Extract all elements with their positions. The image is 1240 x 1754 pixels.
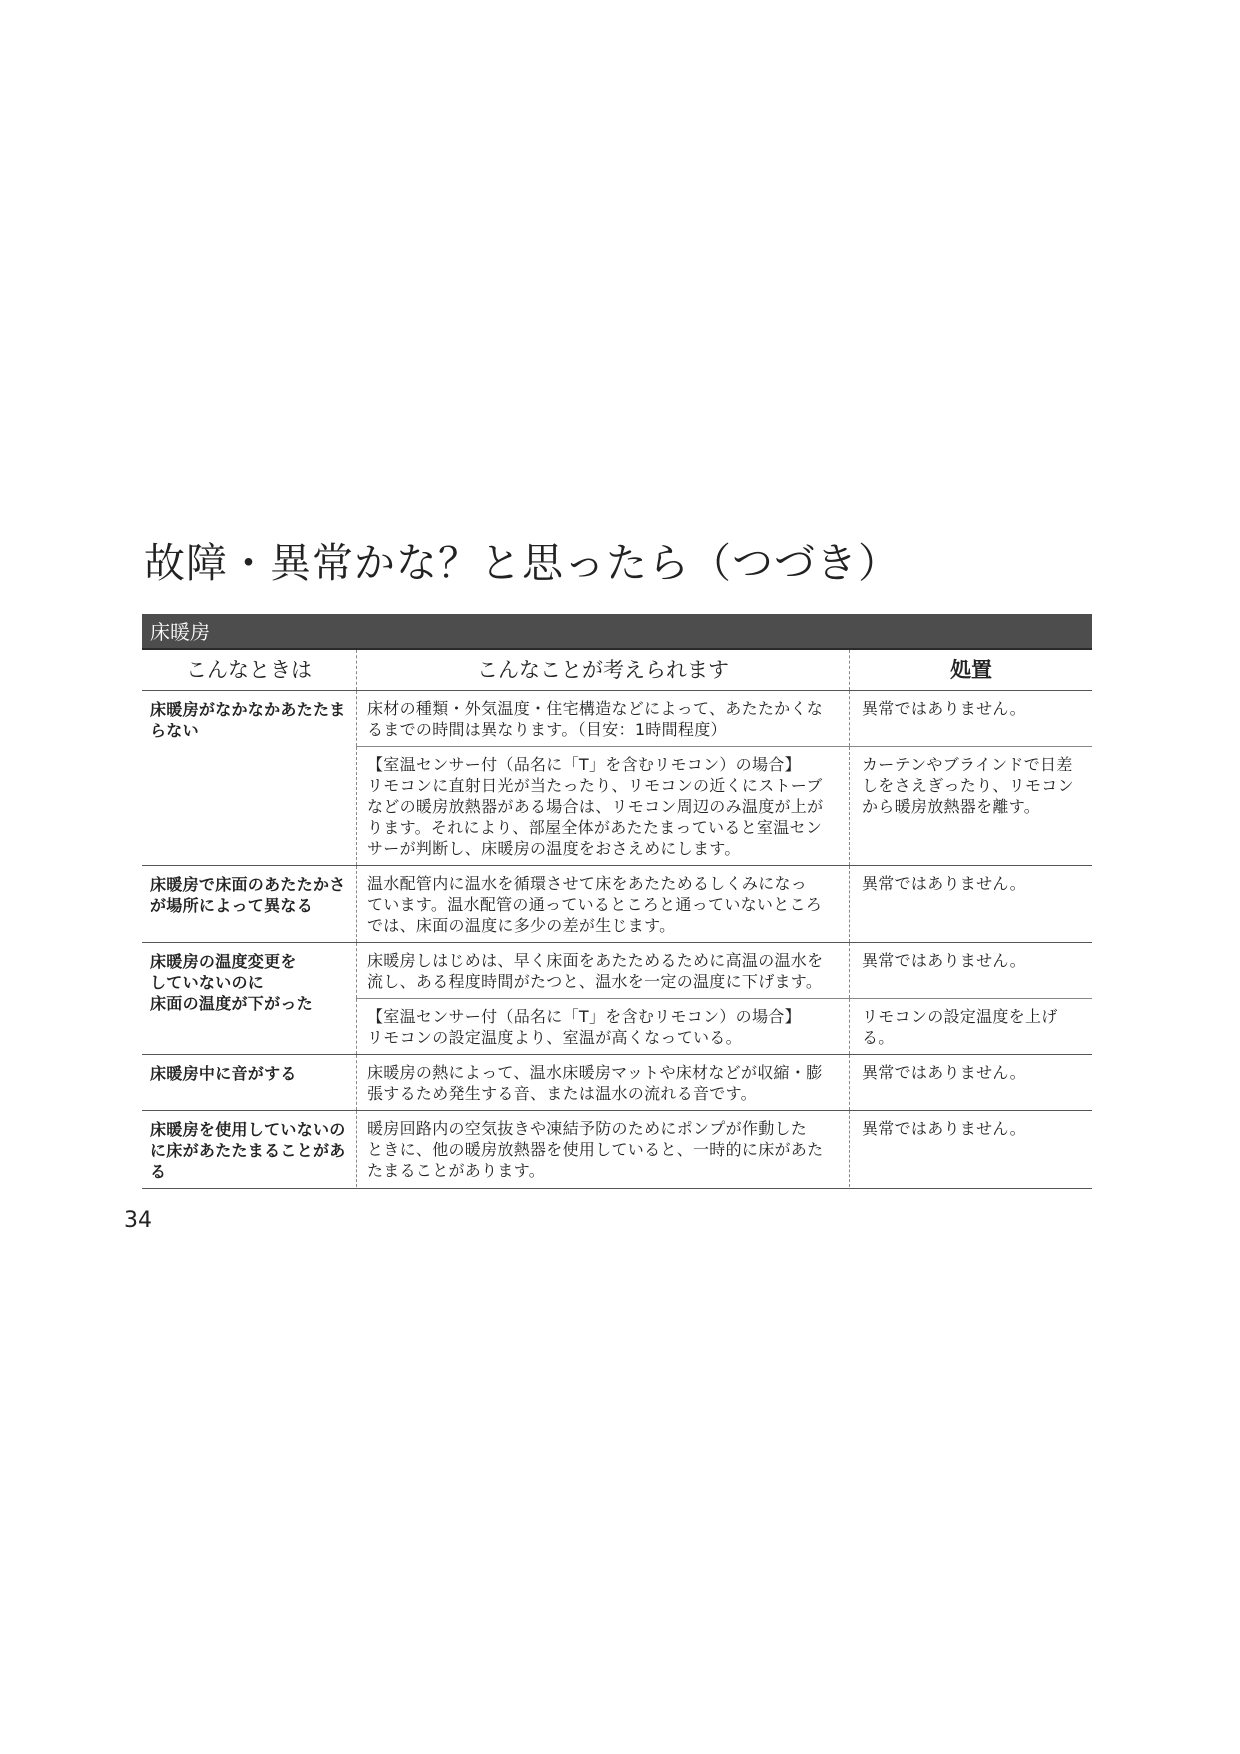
symptom-cell: 床暖房を使用していないの に床があたたまることがある [150,1120,346,1181]
table-row [142,1055,1092,1111]
action-cell: リモコンの設定温度を上げる。 [849,999,1092,1054]
cause-cell: 【室温センサー付（品名に「T」を含むリモコン）の場合】 リモコンに直射日光が当たったり、リモコンの近くにストーブ などの暖房放熱器がある場合は、リモコン周辺のみ温度が上が ります。それにより、部屋全体があたたまっていると室温セン サーが判断し、床暖房の温度をおさえめにします。 [356,747,849,865]
page-title: 故障・異常かな？と思ったら（つづき） [144,539,900,587]
column-header-symptom: こんなときは [186,658,312,682]
page-number: 34 [124,1208,152,1233]
table-row [142,866,1092,943]
table-row [142,1111,1092,1189]
cause-action-pair [356,1111,1092,1187]
cause-cell: 床材の種類・外気温度・住宅構造などによって、あたたかくな るまでの時間は異なります。（目安：1時間程度） [356,691,849,746]
table-row [142,691,1092,866]
symptom-cell: 床暖房がなかなかあたたま らない [150,700,346,740]
action-cell: 異常ではありません。 [849,866,1092,942]
cause-action-pair [356,1055,1092,1110]
cause-action-pair [356,866,1092,942]
table-row [142,943,1092,1055]
cause-cell: 【室温センサー付（品名に「T」を含むリモコン）の場合】 リモコンの設定温度より、室温が高くなっている。 [356,999,849,1054]
symptom-cell: 床暖房で床面のあたたかさ が場所によって異なる [150,875,346,915]
column-header-action: 処置 [849,650,1092,690]
section-header: 床暖房 [142,614,1092,650]
action-cell: カーテンやブラインドで日差 しをさえぎったり、リモコン から暖房放熱器を離す。 [849,747,1092,865]
table-header-row [142,650,1092,691]
action-cell: 異常ではありません。 [849,691,1092,746]
cause-action-pair [356,943,1092,999]
action-cell: 異常ではありません。 [849,1055,1092,1110]
cause-cell: 床暖房の熱によって、温水床暖房マットや床材などが収縮・膨 張するため発生する音、または温水の流れる音です。 [356,1055,849,1110]
column-header-cause: こんなことが考えられます [356,650,849,690]
troubleshooting-table [142,650,1092,1189]
action-cell: 異常ではありません。 [849,943,1092,998]
action-cell: 異常ではありません。 [849,1111,1092,1187]
cause-cell: 床暖房しはじめは、早く床面をあたためるために高温の温水を 流し、ある程度時間がたつと、温水を一定の温度に下げます。 [356,943,849,998]
symptom-cell: 床暖房中に音がする [150,1064,297,1083]
symptom-cell: 床暖房の温度変更を していないのに 床面の温度が下がった [150,952,314,1013]
cause-cell: 暖房回路内の空気抜きや凍結予防のためにポンプが作動した ときに、他の暖房放熱器を使用していると、一時的に床があた たまることがあります。 [356,1111,849,1187]
cause-action-pair [356,691,1092,747]
cause-cell: 温水配管内に温水を循環させて床をあたためるしくみになっ ています。温水配管の通っているところと通っていないところ では、床面の温度に多少の差が生じます。 [356,866,849,942]
cause-action-pair [356,747,1092,865]
cause-action-pair [356,999,1092,1054]
